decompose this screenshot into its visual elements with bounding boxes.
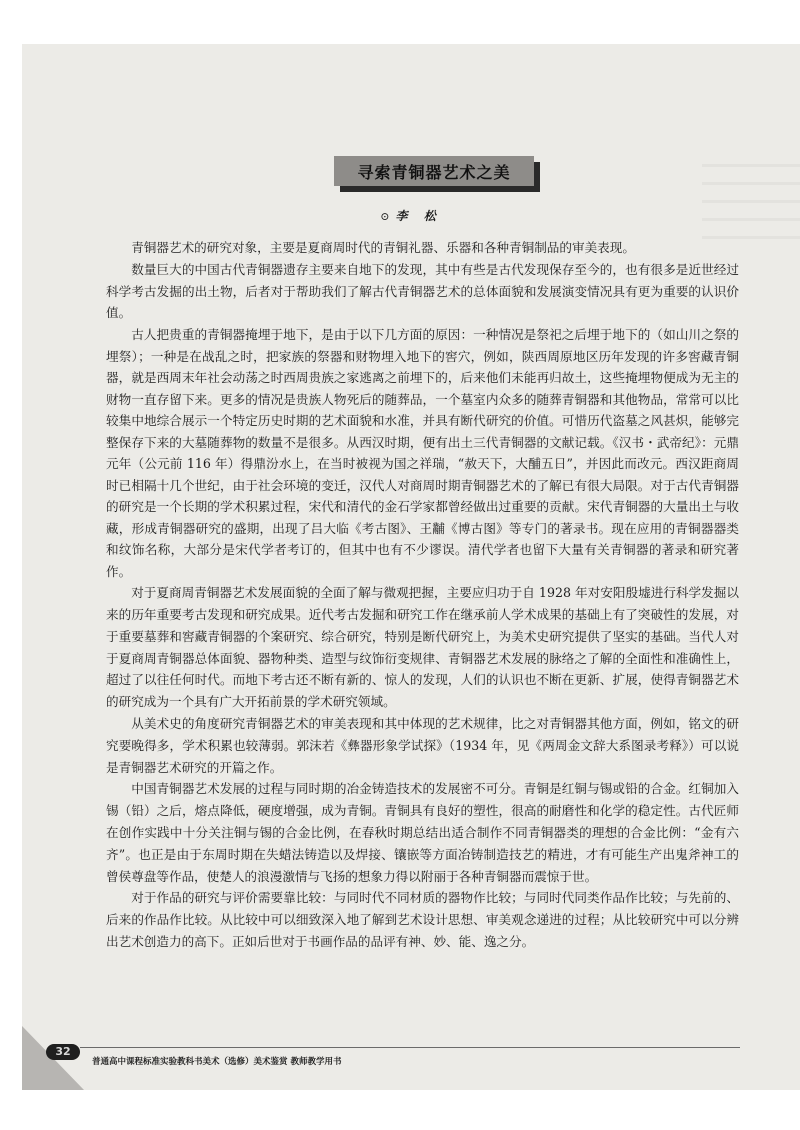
article-title: 寻索青铜器艺术之美 bbox=[357, 162, 511, 182]
bleed-through-text bbox=[702, 164, 800, 244]
book-page bbox=[22, 44, 800, 1090]
author-mark-icon: ⊙ bbox=[380, 210, 390, 223]
author-line bbox=[22, 207, 800, 224]
article-body bbox=[106, 237, 739, 953]
footer-text: 普通高中课程标准实验教科书美术（选修）美术鉴赏 教师教学用书 bbox=[92, 1057, 342, 1067]
paragraph: 从美术史的角度研究青铜器艺术的审美表现和其中体现的艺术规律，比之对青铜器其他方面，例如，铭文的研究要晚得多，学术积累也较薄弱。郭沫若《彝器形象学试探》（1934 年，见《两周金文辞大系图录考释》）可以说是青铜器艺术研究的开篇之作。 bbox=[106, 715, 739, 775]
paragraph: 对于夏商周青铜器艺术发展面貌的全面了解与微观把握，主要应归功于自 1928 年对安阳殷墟进行科学发掘以来的历年重要考古发现和研究成果。近代考古发掘和研究工作在继承前人学术成果的基础上有了突破性的发展，对于重要墓葬和窖藏青铜器的个案研究、综合研究，特别是断代研究上，为美术史研究提供了坚实的基础。当代人对于夏商周青铜器总体面貌、器物种类、造型与纹饰衍变规律、青铜器艺术发展的脉络之了解的全面性和准确性上，超过了以往任何时代。而地下考古还不断有新的、惊人的发现，人们的认识也不断在更新、扩展，使得青铜器艺术的研究成为一个具有广大开拓前景的学术研究领域。 bbox=[106, 585, 739, 710]
paragraph: 对于作品的研究与评价需要靠比较：与同时代不同材质的器物作比较；与同时代同类作品作比较；与先前的、后来的作品作比较。从比较中可以细致深入地了解到艺术设计思想、审美观念递进的过程；从比较研究中可以分辨出艺术创造力的高下。正如后世对于书画作品的品评有神、妙、能、逸之分。 bbox=[106, 890, 739, 949]
author-name: 李 松 bbox=[395, 209, 442, 223]
paragraph: 古人把贵重的青铜器掩埋于地下，是由于以下几方面的原因：一种情况是祭祀之后埋于地下的（如山川之祭的埋祭）；一种是在战乱之时，把家族的祭器和财物埋入地下的窖穴，例如，陕西周原地区历年发现的许多窖藏青铜器，就是西周末年社会动荡之时西周贵族之家逃离之前埋下的，后来他们未能再归故土，这些掩埋物便成为无主的财物一直存留下来。更多的情况是贵族人物死后的随葬品，一个墓室内众多的随葬青铜器和其他物品，常常可以比较集中地综合展示一个特定历史时期的艺术面貌和水准，并具有断代研究的价值。可惜历代盗墓之风甚炽，能够完整保存下来的大墓随葬物的数量不是很多。从西汉时期，便有出土三代青铜器的文献记载。《汉书・武帝纪》：元鼎元年（公元前 116 年）得鼎汾水上，在当时被视为国之祥瑞，“赦天下，大酺五日”，并因此而改元。西汉距商周时已相隔十几个世纪，由于社会环境的变迁，汉代人对商周时期青铜器艺术的了解已有很大局限。对于古代青铜器的研究是一个长期的学术积累过程，宋代和清代的金石学家都曾经做出过重要的贡献。宋代青铜器的大量出土与收藏，形成青铜器研究的盛期，出现了吕大临《考古图》、王黼《博古图》等专门的著录书。现在应用的青铜器器类和纹饰名称，大部分是宋代学者考订的，但其中也有不少谬误。清代学者也留下大量有关青铜器的著录和研究著作。 bbox=[106, 327, 739, 579]
page-number: 32 bbox=[46, 1044, 80, 1060]
paragraph: 中国青铜器艺术发展的过程与同时期的冶金铸造技术的发展密不可分。青铜是红铜与锡或铅的合金。红铜加入锡（铅）之后，熔点降低，硬度增强，成为青铜。青铜具有良好的塑性，很高的耐磨性和化学的稳定性。古代匠师在创作实践中十分关注铜与锡的合金比例，在春秋时期总结出适合制作不同青铜器类的理想的合金比例：“金有六齐”。也正是由于东周时期在失蜡法铸造以及焊接、镶嵌等方面冶铸制造技艺的精进，才有可能生产出鬼斧神工的曾侯尊盘等作品，使楚人的浪漫激情与飞扬的想象力得以附丽于各种青铜器而震惊于世。 bbox=[106, 781, 739, 884]
footer-divider bbox=[80, 1047, 740, 1048]
article-title-box bbox=[334, 156, 534, 186]
paragraph: 数量巨大的中国古代青铜器遗存主要来自地下的发现，其中有些是古代发现保存至今的，也有很多是近世经过科学考古发掘的出土物，后者对于帮助我们了解古代青铜器艺术的总体面貌和发展演变情况具有更为重要的认识价值。 bbox=[106, 261, 739, 321]
paragraph: 青铜器艺术的研究对象，主要是夏商周时代的青铜礼器、乐器和各种青铜制品的审美表现。 bbox=[131, 240, 635, 255]
